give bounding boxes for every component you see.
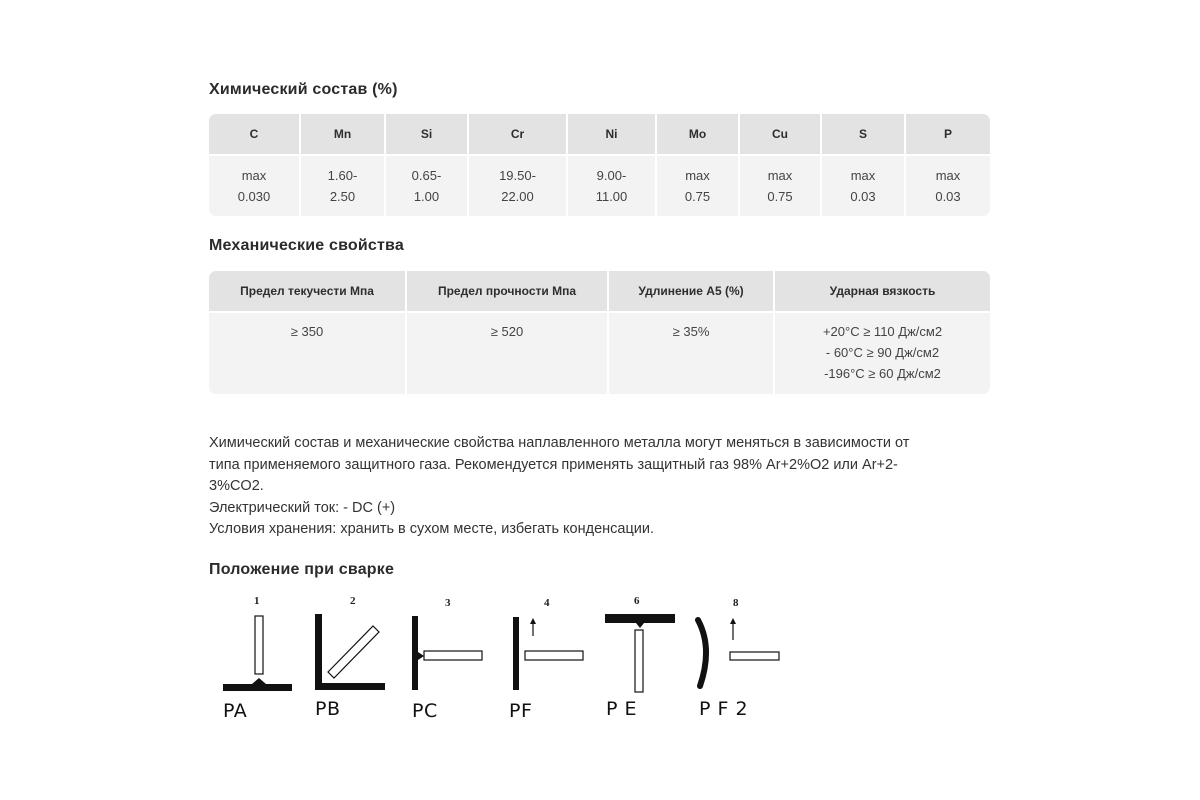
chemical-table: [209, 114, 990, 216]
chemical-value-p: max 0.03: [935, 168, 961, 204]
position-pc-diagram: [412, 592, 492, 692]
chemical-value-mn: 1.60- 2.50: [301, 156, 386, 216]
chemical-value-s: max 0.03: [822, 156, 906, 216]
notes-storage: Условия хранения: хранить в сухом месте, избегать конденсации.: [209, 521, 654, 537]
mechanical-value-tensile: ≥ 520: [407, 313, 609, 394]
mechanical-col-yield: Предел текучести Мпа: [209, 271, 407, 311]
mechanical-value-elongation: ≥ 35%: [609, 313, 775, 394]
position-pa-code: PA: [223, 700, 248, 722]
chemical-col-mn: Mn: [301, 114, 386, 154]
mechanical-table: [209, 271, 990, 394]
notes-line-2: типа применяемого защитного газа. Рекомендуется применять защитный газ 98% Ar+2%O2 или Ar+2-: [209, 456, 898, 473]
chemical-col-p: P: [943, 127, 952, 141]
notes-line-1: Химический состав и механические свойства наплавленного металла могут меняться в зависимости от: [209, 435, 910, 451]
position-pf-code: PF: [509, 700, 533, 722]
welding-title: Положение при сварке: [209, 561, 395, 578]
mechanical-value-impact: +20°C ≥ 110 Дж/см2 - 60°C ≥ 90 Дж/см2 -196°C ≥ 60 Дж/см2: [822, 324, 943, 381]
chemical-col-cu: Cu: [740, 114, 822, 154]
mechanical-col-elongation: Удлинение А5 (%): [609, 271, 775, 311]
chemical-value-mo: max 0.75: [657, 156, 740, 216]
mechanical-col-tensile: Предел прочности Мпа: [407, 271, 609, 311]
mechanical-title: Механические свойства: [209, 237, 404, 254]
chemical-values-row: [209, 156, 990, 216]
chemical-col-ni: Ni: [568, 114, 657, 154]
position-pa-diagram: [222, 592, 292, 692]
chemical-header-row: [209, 114, 990, 154]
position-pb-diagram: [315, 592, 385, 692]
position-pf-number: 4: [544, 597, 550, 609]
chemical-title: Химический состав (%): [209, 81, 398, 98]
position-pf2-code: P F 2: [699, 698, 749, 720]
mechanical-values-row: [209, 313, 990, 394]
position-pb-code: PB: [315, 698, 341, 720]
chemical-col-si: Si: [386, 114, 469, 154]
chemical-value-si: 0.65- 1.00: [386, 156, 469, 216]
position-pe-diagram: [605, 592, 685, 692]
position-pf2-diagram: [695, 592, 795, 692]
mechanical-col-impact: Ударная вязкость: [829, 284, 936, 298]
chemical-col-cr: Cr: [469, 114, 568, 154]
position-pc-code: PC: [412, 700, 438, 722]
position-pe-code: P E: [606, 698, 638, 720]
position-pb-number: 2: [350, 595, 356, 607]
chemical-value-ni: 9.00- 11.00: [568, 156, 657, 216]
position-pe-number: 6: [634, 595, 640, 607]
chemical-col-c: C: [209, 114, 301, 154]
chemical-col-mo: Mo: [657, 114, 740, 154]
chemical-value-cu: max 0.75: [740, 156, 822, 216]
notes-paragraph: [209, 433, 990, 541]
position-pa-number: 1: [254, 595, 260, 607]
welding-positions: [209, 592, 809, 722]
mechanical-value-yield: ≥ 350: [209, 313, 407, 394]
notes-current: Электрический ток: - DC (+): [209, 499, 396, 516]
position-pf-diagram: [513, 592, 593, 692]
chemical-value-c: max 0.030: [209, 156, 301, 216]
chemical-col-s: S: [822, 114, 906, 154]
chemical-value-cr: 19.50- 22.00: [469, 156, 568, 216]
position-pc-number: 3: [445, 597, 451, 609]
notes-line-3: 3%CO2.: [209, 478, 264, 494]
mechanical-header-row: [209, 271, 990, 311]
position-pf2-number: 8: [733, 597, 739, 609]
